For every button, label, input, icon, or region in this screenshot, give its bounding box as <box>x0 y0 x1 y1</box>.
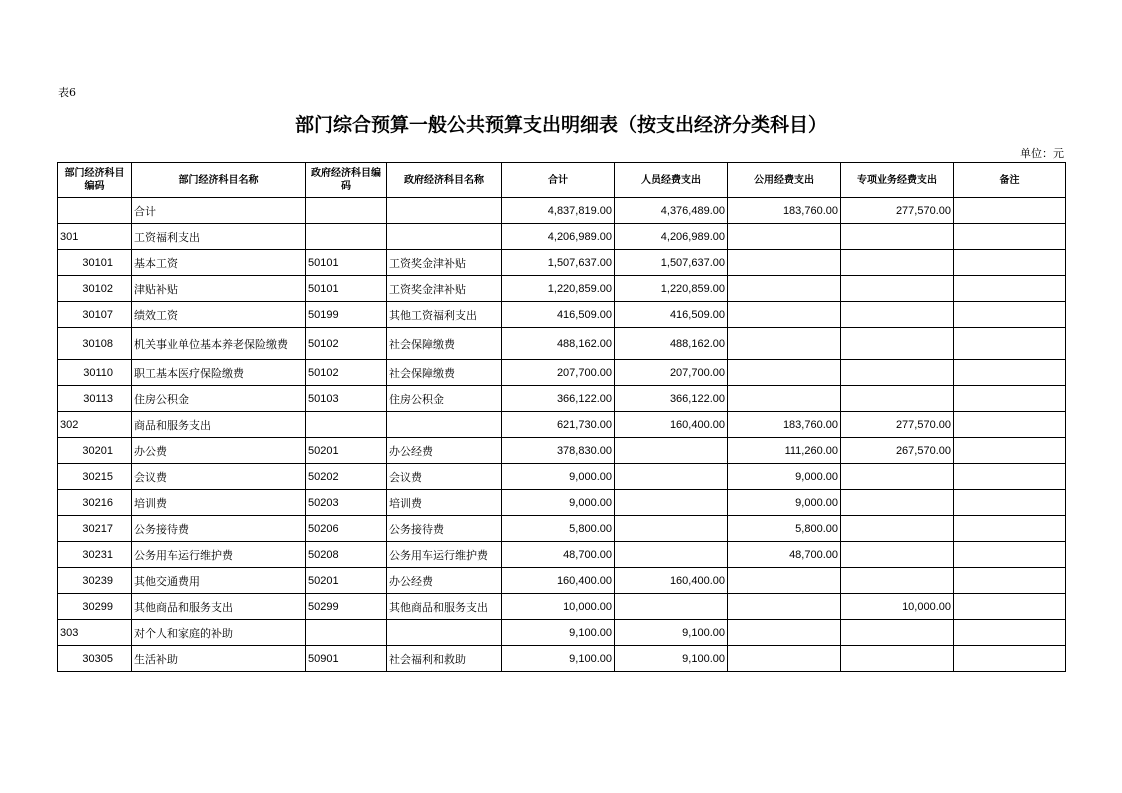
note-cell <box>954 464 1066 490</box>
personnel-cell: 1,220,859.00 <box>615 276 728 302</box>
total-cell: 9,000.00 <box>502 490 615 516</box>
table-row <box>58 412 1066 438</box>
gov-code-cell <box>306 412 387 438</box>
note-cell <box>954 438 1066 464</box>
public-cell <box>728 302 841 328</box>
dept-code-cell: 30108 <box>58 328 132 360</box>
dept-name-cell: 其他商品和服务支出 <box>132 594 306 620</box>
table-row <box>58 568 1066 594</box>
personnel-cell <box>615 516 728 542</box>
unit-label: 单位：元 <box>1020 147 1064 160</box>
dept-name-cell: 公务接待费 <box>132 516 306 542</box>
note-cell <box>954 516 1066 542</box>
gov-name-cell: 公务接待费 <box>387 516 502 542</box>
personnel-cell: 9,100.00 <box>615 620 728 646</box>
special-cell <box>841 328 954 360</box>
dept-code-cell: 30239 <box>58 568 132 594</box>
dept-name-cell: 其他交通费用 <box>132 568 306 594</box>
table-row <box>58 360 1066 386</box>
gov-name-cell: 办公经费 <box>387 438 502 464</box>
dept-name-cell: 工资福利支出 <box>132 224 306 250</box>
table-row <box>58 542 1066 568</box>
dept-name-cell: 会议费 <box>132 464 306 490</box>
dept-code-cell: 30102 <box>58 276 132 302</box>
gov-name-cell: 社会福利和救助 <box>387 646 502 672</box>
gov-code-cell: 50102 <box>306 328 387 360</box>
dept-name-cell: 生活补助 <box>132 646 306 672</box>
dept-name-cell: 公务用车运行维护费 <box>132 542 306 568</box>
gov-name-cell: 工资奖金津补贴 <box>387 276 502 302</box>
personnel-cell: 1,507,637.00 <box>615 250 728 276</box>
gov-code-cell: 50102 <box>306 360 387 386</box>
header-total: 合计 <box>502 163 615 198</box>
note-cell <box>954 594 1066 620</box>
special-cell <box>841 646 954 672</box>
special-cell <box>841 568 954 594</box>
public-cell: 5,800.00 <box>728 516 841 542</box>
special-cell <box>841 386 954 412</box>
gov-name-cell <box>387 412 502 438</box>
dept-code-cell: 303 <box>58 620 132 646</box>
total-cell: 160,400.00 <box>502 568 615 594</box>
public-cell: 183,760.00 <box>728 198 841 224</box>
gov-name-cell: 办公经费 <box>387 568 502 594</box>
total-cell: 10,000.00 <box>502 594 615 620</box>
note-cell <box>954 276 1066 302</box>
table-row <box>58 464 1066 490</box>
note-cell <box>954 568 1066 594</box>
gov-name-cell: 社会保障缴费 <box>387 360 502 386</box>
gov-code-cell: 50208 <box>306 542 387 568</box>
header-dept-code: 部门经济科目编码 <box>58 163 132 198</box>
gov-code-cell: 50101 <box>306 250 387 276</box>
page-title: 部门综合预算一般公共预算支出明细表（按支出经济分类科目） <box>294 114 827 136</box>
public-cell <box>728 568 841 594</box>
note-cell <box>954 328 1066 360</box>
gov-name-cell <box>387 224 502 250</box>
total-cell: 48,700.00 <box>502 542 615 568</box>
total-cell: 4,206,989.00 <box>502 224 615 250</box>
personnel-cell <box>615 490 728 516</box>
table-row <box>58 276 1066 302</box>
header-personnel: 人员经费支出 <box>615 163 728 198</box>
public-cell <box>728 224 841 250</box>
total-cell: 4,837,819.00 <box>502 198 615 224</box>
gov-code-cell <box>306 620 387 646</box>
dept-code-cell: 30299 <box>58 594 132 620</box>
note-cell <box>954 386 1066 412</box>
gov-name-cell: 培训费 <box>387 490 502 516</box>
dept-code-cell: 30216 <box>58 490 132 516</box>
gov-name-cell <box>387 620 502 646</box>
note-cell <box>954 360 1066 386</box>
personnel-cell: 160,400.00 <box>615 568 728 594</box>
dept-code-cell: 30201 <box>58 438 132 464</box>
total-cell: 5,800.00 <box>502 516 615 542</box>
public-cell <box>728 386 841 412</box>
public-cell <box>728 276 841 302</box>
header-gov-code: 政府经济科目编码 <box>306 163 387 198</box>
total-cell: 416,509.00 <box>502 302 615 328</box>
table-body <box>58 198 1066 672</box>
special-cell <box>841 490 954 516</box>
special-cell: 10,000.00 <box>841 594 954 620</box>
table-row <box>58 490 1066 516</box>
note-cell <box>954 542 1066 568</box>
personnel-cell: 4,376,489.00 <box>615 198 728 224</box>
dept-code-cell: 30110 <box>58 360 132 386</box>
gov-code-cell <box>306 224 387 250</box>
table-row <box>58 250 1066 276</box>
special-cell <box>841 250 954 276</box>
gov-code-cell: 50199 <box>306 302 387 328</box>
public-cell <box>728 594 841 620</box>
personnel-cell: 366,122.00 <box>615 386 728 412</box>
public-cell <box>728 646 841 672</box>
dept-name-cell: 对个人和家庭的补助 <box>132 620 306 646</box>
note-cell <box>954 412 1066 438</box>
table-row <box>58 620 1066 646</box>
table-row <box>58 224 1066 250</box>
public-cell <box>728 620 841 646</box>
dept-name-cell: 津贴补贴 <box>132 276 306 302</box>
total-cell: 1,507,637.00 <box>502 250 615 276</box>
note-cell <box>954 646 1066 672</box>
special-cell <box>841 516 954 542</box>
total-cell: 378,830.00 <box>502 438 615 464</box>
table-row <box>58 302 1066 328</box>
dept-code-cell: 301 <box>58 224 132 250</box>
table-row <box>58 516 1066 542</box>
dept-code-cell: 30217 <box>58 516 132 542</box>
table-row <box>58 328 1066 360</box>
special-cell <box>841 620 954 646</box>
gov-code-cell: 50901 <box>306 646 387 672</box>
note-cell <box>954 620 1066 646</box>
personnel-cell: 160,400.00 <box>615 412 728 438</box>
note-cell <box>954 490 1066 516</box>
dept-code-cell: 30231 <box>58 542 132 568</box>
total-cell: 366,122.00 <box>502 386 615 412</box>
public-cell: 9,000.00 <box>728 490 841 516</box>
gov-code-cell: 50203 <box>306 490 387 516</box>
dept-name-cell: 办公费 <box>132 438 306 464</box>
dept-name-cell: 培训费 <box>132 490 306 516</box>
gov-code-cell: 50103 <box>306 386 387 412</box>
note-cell <box>954 224 1066 250</box>
total-cell: 207,700.00 <box>502 360 615 386</box>
special-cell: 277,570.00 <box>841 412 954 438</box>
dept-code-cell: 30113 <box>58 386 132 412</box>
special-cell <box>841 302 954 328</box>
gov-name-cell: 其他工资福利支出 <box>387 302 502 328</box>
dept-code-cell: 30305 <box>58 646 132 672</box>
gov-name-cell: 工资奖金津补贴 <box>387 250 502 276</box>
dept-code-cell: 30215 <box>58 464 132 490</box>
table-number: 表6 <box>58 86 76 99</box>
note-cell <box>954 302 1066 328</box>
table-row <box>58 594 1066 620</box>
dept-name-cell: 绩效工资 <box>132 302 306 328</box>
public-cell: 111,260.00 <box>728 438 841 464</box>
special-cell: 267,570.00 <box>841 438 954 464</box>
personnel-cell: 9,100.00 <box>615 646 728 672</box>
gov-name-cell: 会议费 <box>387 464 502 490</box>
dept-name-cell: 合计 <box>132 198 306 224</box>
personnel-cell <box>615 464 728 490</box>
gov-name-cell: 公务用车运行维护费 <box>387 542 502 568</box>
personnel-cell <box>615 438 728 464</box>
dept-name-cell: 住房公积金 <box>132 386 306 412</box>
table-row <box>58 646 1066 672</box>
note-cell <box>954 198 1066 224</box>
public-cell <box>728 328 841 360</box>
dept-name-cell: 基本工资 <box>132 250 306 276</box>
dept-code-cell: 30107 <box>58 302 132 328</box>
special-cell <box>841 542 954 568</box>
gov-name-cell: 其他商品和服务支出 <box>387 594 502 620</box>
personnel-cell: 488,162.00 <box>615 328 728 360</box>
gov-name-cell: 住房公积金 <box>387 386 502 412</box>
personnel-cell: 207,700.00 <box>615 360 728 386</box>
public-cell: 48,700.00 <box>728 542 841 568</box>
dept-code-cell: 302 <box>58 412 132 438</box>
dept-code-cell <box>58 198 132 224</box>
special-cell <box>841 464 954 490</box>
table-row <box>58 438 1066 464</box>
special-cell <box>841 276 954 302</box>
dept-name-cell: 机关事业单位基本养老保险缴费 <box>132 328 306 360</box>
gov-code-cell: 50101 <box>306 276 387 302</box>
public-cell: 183,760.00 <box>728 412 841 438</box>
header-note: 备注 <box>954 163 1066 198</box>
total-cell: 621,730.00 <box>502 412 615 438</box>
header-public: 公用经费支出 <box>728 163 841 198</box>
dept-name-cell: 商品和服务支出 <box>132 412 306 438</box>
expenditure-table <box>57 162 1066 672</box>
personnel-cell: 4,206,989.00 <box>615 224 728 250</box>
special-cell: 277,570.00 <box>841 198 954 224</box>
personnel-cell <box>615 594 728 620</box>
table-row <box>58 386 1066 412</box>
gov-code-cell: 50201 <box>306 438 387 464</box>
gov-name-cell <box>387 198 502 224</box>
note-cell <box>954 250 1066 276</box>
gov-code-cell: 50299 <box>306 594 387 620</box>
special-cell <box>841 360 954 386</box>
personnel-cell: 416,509.00 <box>615 302 728 328</box>
total-cell: 9,100.00 <box>502 620 615 646</box>
gov-name-cell: 社会保障缴费 <box>387 328 502 360</box>
header-dept-name: 部门经济科目名称 <box>132 163 306 198</box>
special-cell <box>841 224 954 250</box>
dept-code-cell: 30101 <box>58 250 132 276</box>
personnel-cell <box>615 542 728 568</box>
gov-code-cell: 50206 <box>306 516 387 542</box>
total-cell: 1,220,859.00 <box>502 276 615 302</box>
gov-code-cell: 50202 <box>306 464 387 490</box>
total-cell: 9,100.00 <box>502 646 615 672</box>
table-header-row <box>58 163 1066 198</box>
public-cell <box>728 360 841 386</box>
header-special: 专项业务经费支出 <box>841 163 954 198</box>
header-gov-name: 政府经济科目名称 <box>387 163 502 198</box>
gov-code-cell <box>306 198 387 224</box>
gov-code-cell: 50201 <box>306 568 387 594</box>
table-row <box>58 198 1066 224</box>
dept-name-cell: 职工基本医疗保险缴费 <box>132 360 306 386</box>
total-cell: 9,000.00 <box>502 464 615 490</box>
public-cell: 9,000.00 <box>728 464 841 490</box>
public-cell <box>728 250 841 276</box>
total-cell: 488,162.00 <box>502 328 615 360</box>
